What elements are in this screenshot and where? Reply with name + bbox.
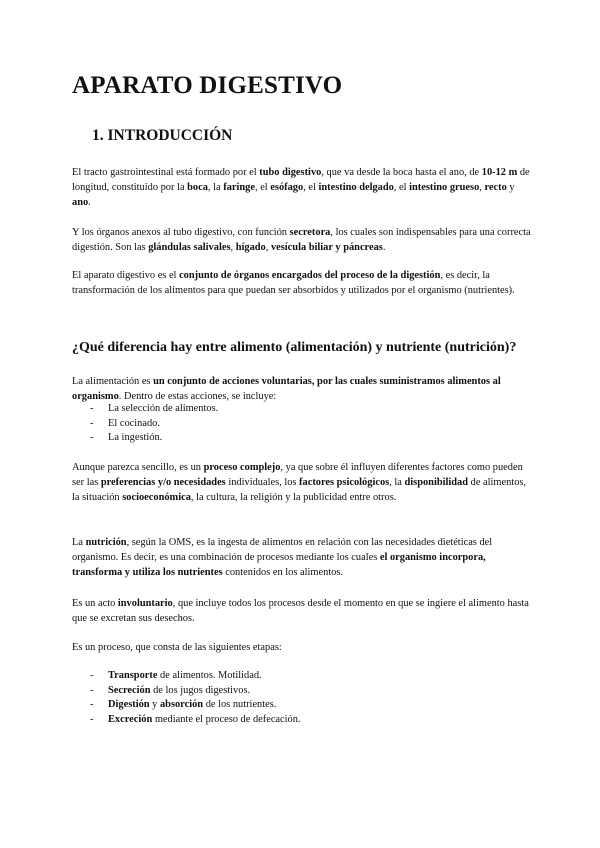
paragraph-organos-anexos xyxy=(72,225,532,255)
text-run-text: El aparato digestivo es el xyxy=(72,270,180,281)
text-run-bold: socioeconómica xyxy=(122,492,191,503)
list-item xyxy=(90,402,218,417)
text-run-text: de alimentos, la situación xyxy=(72,477,527,503)
list-bullet: - xyxy=(90,713,94,725)
text-run-bold: esófago xyxy=(270,182,304,193)
text-run-bold: ano xyxy=(72,197,89,208)
text-run-text: , el xyxy=(393,182,410,193)
text-run-bold: recto xyxy=(484,182,507,193)
text-run-bold: glándulas salivales xyxy=(148,242,231,253)
text-run-bold: 10-12 m xyxy=(481,167,518,178)
text-run-text: de longitud, constituido por la xyxy=(72,167,530,193)
text-run-text: , el xyxy=(303,182,319,193)
text-run-bold: nutrición xyxy=(85,537,127,548)
list-run-bold: Digestión xyxy=(108,699,150,711)
text-run-text: individuales, los xyxy=(225,477,300,488)
text-run-text: El tracto gastrointestinal está formado por el xyxy=(72,167,260,178)
text-run-text: , que incluye todos los procesos desde el momento en que se ingiere el alimento hasta que se excretan sus desechos. xyxy=(72,598,529,624)
text-run-bold: secretora xyxy=(289,227,331,238)
text-run-bold: disponibilidad xyxy=(404,477,469,488)
list-run-bold: Excreción xyxy=(108,713,153,725)
text-run-text: Es un acto xyxy=(72,598,118,609)
list-run-text: El cocinado. xyxy=(108,417,160,429)
page-title: APARATO DIGESTIVO xyxy=(72,72,343,99)
text-run-text: , según la OMS, es la ingesta de alimentos en relación con las necesidades dietéticas del organismo. Es decir, es una combinación de procesos mediante los cuales xyxy=(72,537,493,563)
text-run-text: , el xyxy=(255,182,271,193)
paragraph-aparato-digestivo xyxy=(72,268,532,298)
list-item xyxy=(90,684,301,699)
text-run-text: . xyxy=(88,197,91,208)
list-item xyxy=(90,698,301,713)
list-bullet: - xyxy=(90,684,94,696)
text-run-text: , la cultura, la religión y la publicidad entre otros. xyxy=(190,492,397,503)
list-run-text: mediante el proceso de defecación. xyxy=(152,713,301,725)
list-item xyxy=(90,431,218,446)
paragraph-acto-involuntario xyxy=(72,596,532,626)
list-item xyxy=(90,713,301,728)
text-run-text: y xyxy=(506,182,515,193)
text-run-text: , que va desde la boca hasta el ano, de xyxy=(321,167,482,178)
list-bullet: - xyxy=(90,670,94,681)
list-item xyxy=(90,417,218,432)
text-run-bold: faringe xyxy=(223,182,255,193)
text-run-bold: un conjunto de acciones voluntarias, por las cuales suministramos alimentos al organismo xyxy=(72,376,501,402)
text-run-text: contenidos en los alimentos. xyxy=(222,567,343,578)
text-run-text: La xyxy=(72,537,86,548)
text-run-text: , xyxy=(230,242,236,253)
text-run-text: , los cuales son indispensables para una correcta digestión. Son las xyxy=(72,227,531,253)
list-run-bold: Transporte xyxy=(108,670,158,681)
text-run-text: . xyxy=(382,242,386,253)
paragraph-nutricion xyxy=(72,535,532,580)
text-run-text: La alimentación es xyxy=(72,376,154,387)
text-run-text: , ya que sobre él influyen diferentes factores como pueden ser las xyxy=(72,462,523,488)
text-run-bold: conjunto de órganos encargados del proceso de la digestión xyxy=(179,270,441,281)
text-run-bold: preferencias y/o necesidades xyxy=(100,477,226,488)
paragraph-proceso-complejo xyxy=(72,460,532,505)
text-run-text: , xyxy=(265,242,271,253)
text-run-text: , la xyxy=(207,182,224,193)
paragraph-etapas-intro xyxy=(72,640,532,655)
paragraph-tubo-digestivo xyxy=(72,165,532,210)
text-run-text: Es un proceso, que consta de las siguientes etapas: xyxy=(72,642,282,653)
list-run-text: de alimentos. Motilidad. xyxy=(157,670,262,681)
list-item xyxy=(90,669,301,684)
list-bullet: - xyxy=(90,403,94,414)
list-bullet: - xyxy=(90,699,94,711)
paragraph-alimentacion xyxy=(72,374,532,404)
text-run-text: . Dentro de estas acciones, se incluye: xyxy=(118,391,277,402)
text-run-bold: factores psicológicos xyxy=(299,477,390,488)
list-etapas xyxy=(90,669,301,727)
text-run-bold: proceso complejo xyxy=(203,462,281,473)
text-run-text: Y los órganos anexos al tubo digestivo, con función xyxy=(72,227,290,238)
list-run-text: de los jugos digestivos. xyxy=(150,684,251,696)
subheading-alimento-nutriente: ¿Qué diferencia hay entre alimento (alimentación) y nutriente (nutrición)? xyxy=(72,340,517,355)
text-run-bold: involuntario xyxy=(117,598,173,609)
list-run-bold: Secreción xyxy=(108,684,151,696)
text-run-bold: tubo digestivo xyxy=(259,167,322,178)
list-acciones xyxy=(90,402,218,446)
text-run-text: , la xyxy=(389,477,405,488)
text-run-bold: intestino grueso xyxy=(409,182,480,193)
text-run-bold: intestino delgado xyxy=(318,182,394,193)
list-run-text: La ingestión. xyxy=(108,432,163,444)
section-heading: 1. INTRODUCCIÓN xyxy=(92,127,233,144)
text-run-bold: boca xyxy=(187,182,208,193)
text-run-bold: hígado xyxy=(235,242,266,253)
text-run-text: , es decir, la transformación de los alimentos para que puedan ser absorbidos y utilizados por el organismo (nutrientes). xyxy=(72,270,515,296)
text-run-text: Aunque parezca sencillo, es un xyxy=(72,462,204,473)
list-bullet: - xyxy=(90,432,94,444)
text-run-bold: el organismo incorpora, transforma y utiliza los nutrientes xyxy=(72,552,486,578)
list-run-text: y xyxy=(149,699,160,711)
text-run-text: , xyxy=(479,182,485,193)
text-run-bold: vesícula biliar y páncreas xyxy=(270,242,383,253)
list-run-text: de los nutrientes. xyxy=(203,699,277,711)
list-run-bold: absorción xyxy=(159,699,204,711)
list-run-text: La selección de alimentos. xyxy=(108,403,219,414)
list-bullet: - xyxy=(90,417,94,429)
